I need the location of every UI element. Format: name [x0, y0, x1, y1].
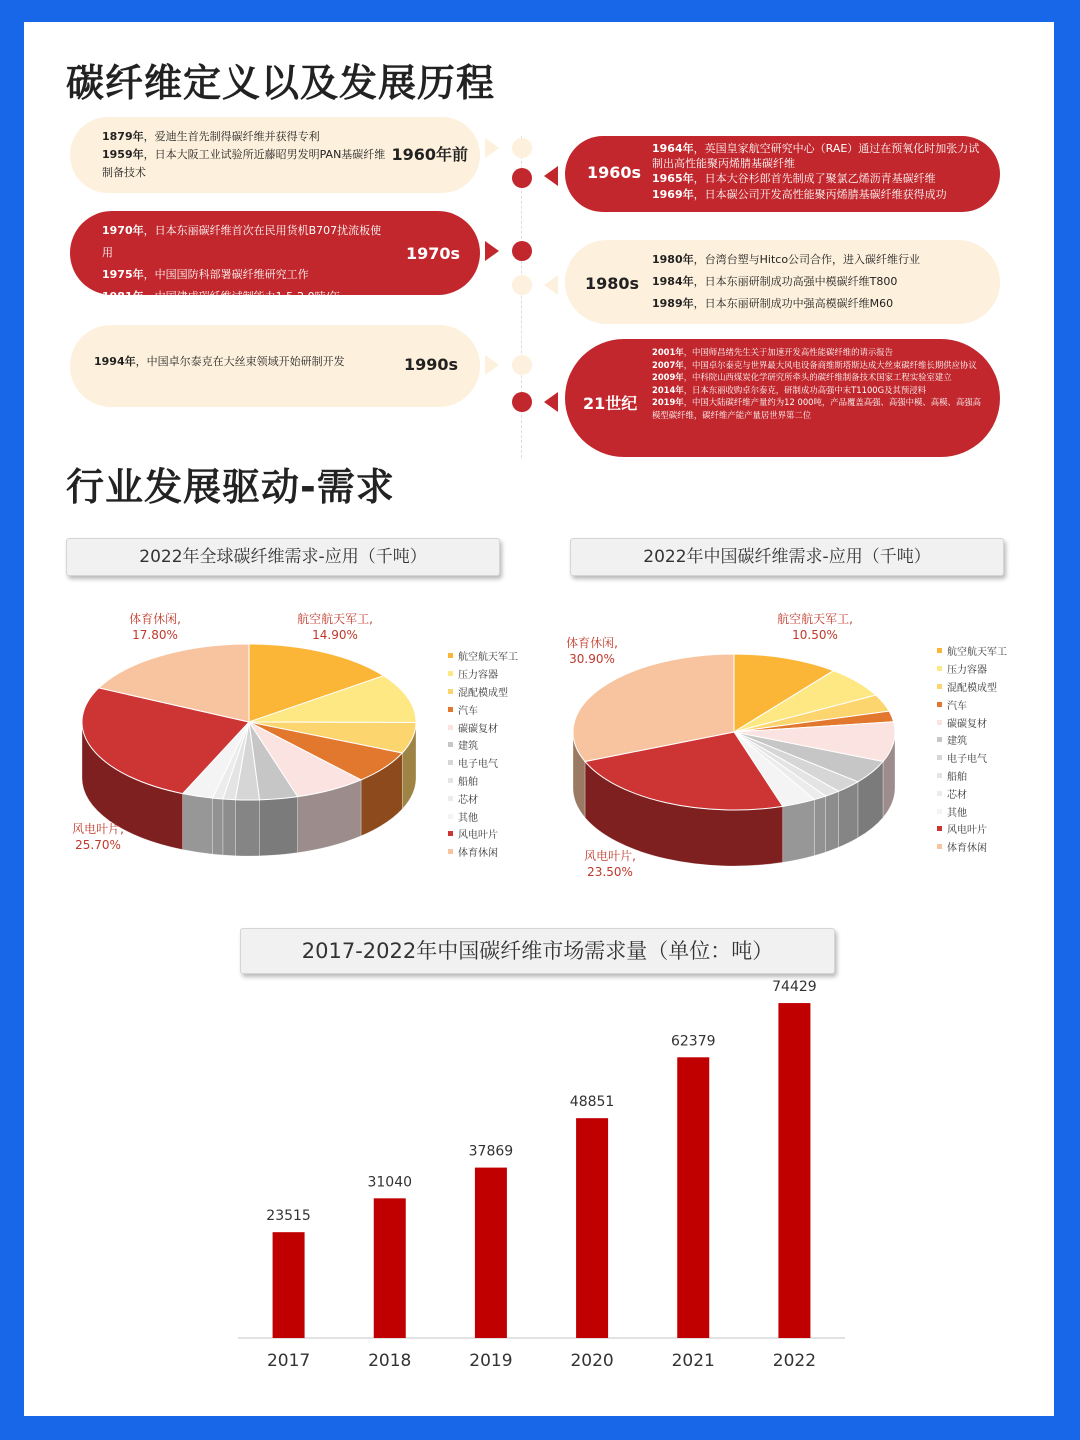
pie-global-label-sports: 体育休闲, 17.80% [129, 612, 181, 642]
legend-label: 电子电气 [947, 754, 987, 766]
bar-2018 [374, 1198, 406, 1338]
pie-global-label-wind: 风电叶片, 25.70% [72, 822, 124, 852]
timeline-year: 1959年 [102, 147, 144, 161]
legend-label: 碳碳复材 [458, 723, 498, 735]
legend-label: 风电叶片 [458, 830, 498, 842]
x-tick-label: 2022 [772, 1351, 817, 1371]
legend-label: 体育休闲 [458, 848, 498, 860]
timeline-event: ，中国卓尔泰克与世界最大风电设备商维斯塔斯达成大丝束碳纤维长期供应协议 [683, 359, 977, 370]
bar-2017 [273, 1232, 305, 1338]
bar-value-label: 23515 [266, 1208, 311, 1225]
legend-label: 航空航天军工 [458, 652, 518, 664]
timeline-year: 1964年 [652, 142, 694, 155]
bar-value-label: 31040 [367, 1174, 413, 1191]
pie-china-label-wind: 风电叶片, 23.50% [584, 849, 636, 879]
timeline-year: 1969年 [652, 187, 694, 201]
timeline-event: ，日本东丽研制成功中强高模碳纤维M60 [693, 297, 894, 310]
legend-label: 其他 [458, 812, 478, 824]
timeline-event: ，台湾台塑与Hitco公司合作，进入碳纤维行业 [693, 253, 921, 266]
legend-label: 航空航天军工 [947, 647, 1007, 659]
x-tick-label: 2020 [570, 1351, 614, 1371]
timeline-event: ，中国师昌绪先生关于加速开发高性能碳纤维的请示报告 [683, 347, 894, 357]
bar-value-label: 74429 [772, 979, 817, 996]
legend-label: 碳碳复材 [947, 718, 987, 730]
x-tick-label: 2021 [671, 1351, 715, 1371]
legend-label: 建筑 [947, 736, 967, 748]
legend-label: 压力容器 [458, 670, 498, 682]
timeline-year: 1970年 [102, 224, 144, 237]
legend-label: 汽车 [947, 700, 967, 712]
legend-label: 建筑 [458, 741, 478, 753]
bar-chart-title: 2017-2022年中国碳纤维市场需求量（单位：吨） [240, 928, 835, 974]
timeline-event: ，日本东丽收购卓尔泰克，研制成功高强中末T1100G及其预浸料 [683, 384, 926, 395]
timeline-event: ，中国国防科部署碳纤维研究工作 [143, 268, 309, 281]
timeline-event: ，英国皇家航空研究中心（RAE）通过在预氧化时加张力试制出高性能聚丙烯腈基碳纤维 [652, 142, 980, 171]
timeline-year: 1980年 [652, 253, 694, 266]
legend-label: 电子电气 [458, 759, 498, 771]
timeline-era: 1980s [585, 274, 640, 293]
legend-label: 体育休闲 [947, 843, 987, 855]
timeline-event: ，中科院山西煤炭化学研究所牵头的碳纤维制备技术国家工程实验室建立 [683, 372, 952, 383]
timeline-year: 1989年 [652, 297, 694, 310]
timeline-event: ，爱迪生首先制得碳纤维并获得专利 [143, 130, 320, 143]
legend-label: 芯材 [947, 789, 967, 801]
timeline-year: 1965年 [652, 172, 694, 186]
bar-value-label: 48851 [569, 1094, 615, 1111]
timeline-year: 1879年 [102, 130, 144, 143]
timeline-event: ，中国大陆碳纤维产量约为12 000吨，产品覆盖高强、高强中模、高模、高强高模型碳纤维，碳纤维产能产量居世界第二位 [652, 397, 981, 421]
x-tick-label: 2019 [469, 1351, 513, 1371]
history-title: 碳纤维定义以及发展历程 [66, 61, 496, 105]
bar-value-label: 62379 [670, 1033, 716, 1050]
timeline-year: 1975年 [102, 268, 144, 281]
bar-2019 [475, 1168, 507, 1338]
timeline-event: ，日本东丽碳纤维首次在民用货机B707扰流板使用 [102, 224, 382, 259]
timeline-event: ，日本碳公司开发高性能聚丙烯腈基碳纤维获得成功 [693, 187, 947, 201]
timeline-year: 2019年 [652, 397, 684, 408]
timeline-event: ，中国卓尔泰克在大丝束领域开始研制开发 [135, 355, 345, 368]
timeline-year: 1994年 [94, 355, 136, 368]
bar-2020 [576, 1118, 608, 1338]
timeline-era: 1960s [587, 163, 642, 182]
timeline-year: 1984年 [652, 275, 694, 288]
bar-value-label: 37869 [468, 1143, 514, 1160]
legend-label: 船舶 [458, 776, 478, 788]
legend-label: 汽车 [458, 705, 478, 717]
legend-label: 压力容器 [947, 665, 987, 677]
legend-label: 混配模成型 [458, 687, 508, 699]
timeline-event: ，中国建成碳纤维试制能力1.5-2.0吨/年 [143, 290, 341, 303]
timeline-event: ，日本大阪工业试验所近藤昭男发明PAN基碳纤维制备技术 [102, 147, 386, 179]
pie-global-title: 2022年全球碳纤维需求-应用（千吨） [66, 538, 500, 576]
timeline-year: 2001年 [652, 347, 684, 357]
pie-global-label-aero: 航空航天军工, 14.90% [297, 612, 373, 642]
timeline-era: 21世纪 [583, 394, 638, 413]
drivers-title: 行业发展驱动-需求 [66, 465, 395, 509]
legend-label: 混配模成型 [947, 682, 997, 694]
timeline-era: 1970s [405, 244, 460, 263]
timeline-era: 1960年前 [391, 145, 468, 164]
bar-2022 [778, 1003, 810, 1338]
pie-china-label-sports: 体育休闲, 30.90% [566, 636, 618, 666]
bar-2021 [677, 1057, 709, 1338]
timeline-event: ，日本大谷杉郎首先制成了聚氯乙烯沥青基碳纤维 [693, 172, 936, 186]
legend-label: 芯材 [458, 794, 478, 806]
timeline-era: 1990s [403, 355, 458, 374]
legend-label: 船舶 [947, 771, 967, 783]
timeline-year: 2009年 [652, 372, 684, 383]
pie-china-title: 2022年中国碳纤维需求-应用（千吨） [570, 538, 1004, 576]
timeline-event: ，日本东丽研制成功高强中模碳纤维T800 [693, 275, 898, 288]
x-tick-label: 2018 [368, 1351, 412, 1371]
x-tick-label: 2017 [266, 1351, 311, 1371]
legend-label: 风电叶片 [947, 825, 987, 837]
legend-label: 其他 [947, 807, 967, 819]
pie-china-label-aero: 航空航天军工, 10.50% [777, 612, 853, 642]
timeline-year: 2007年 [652, 359, 684, 370]
timeline-year: 1981年 [102, 290, 144, 303]
timeline-year: 2014年 [652, 384, 684, 395]
